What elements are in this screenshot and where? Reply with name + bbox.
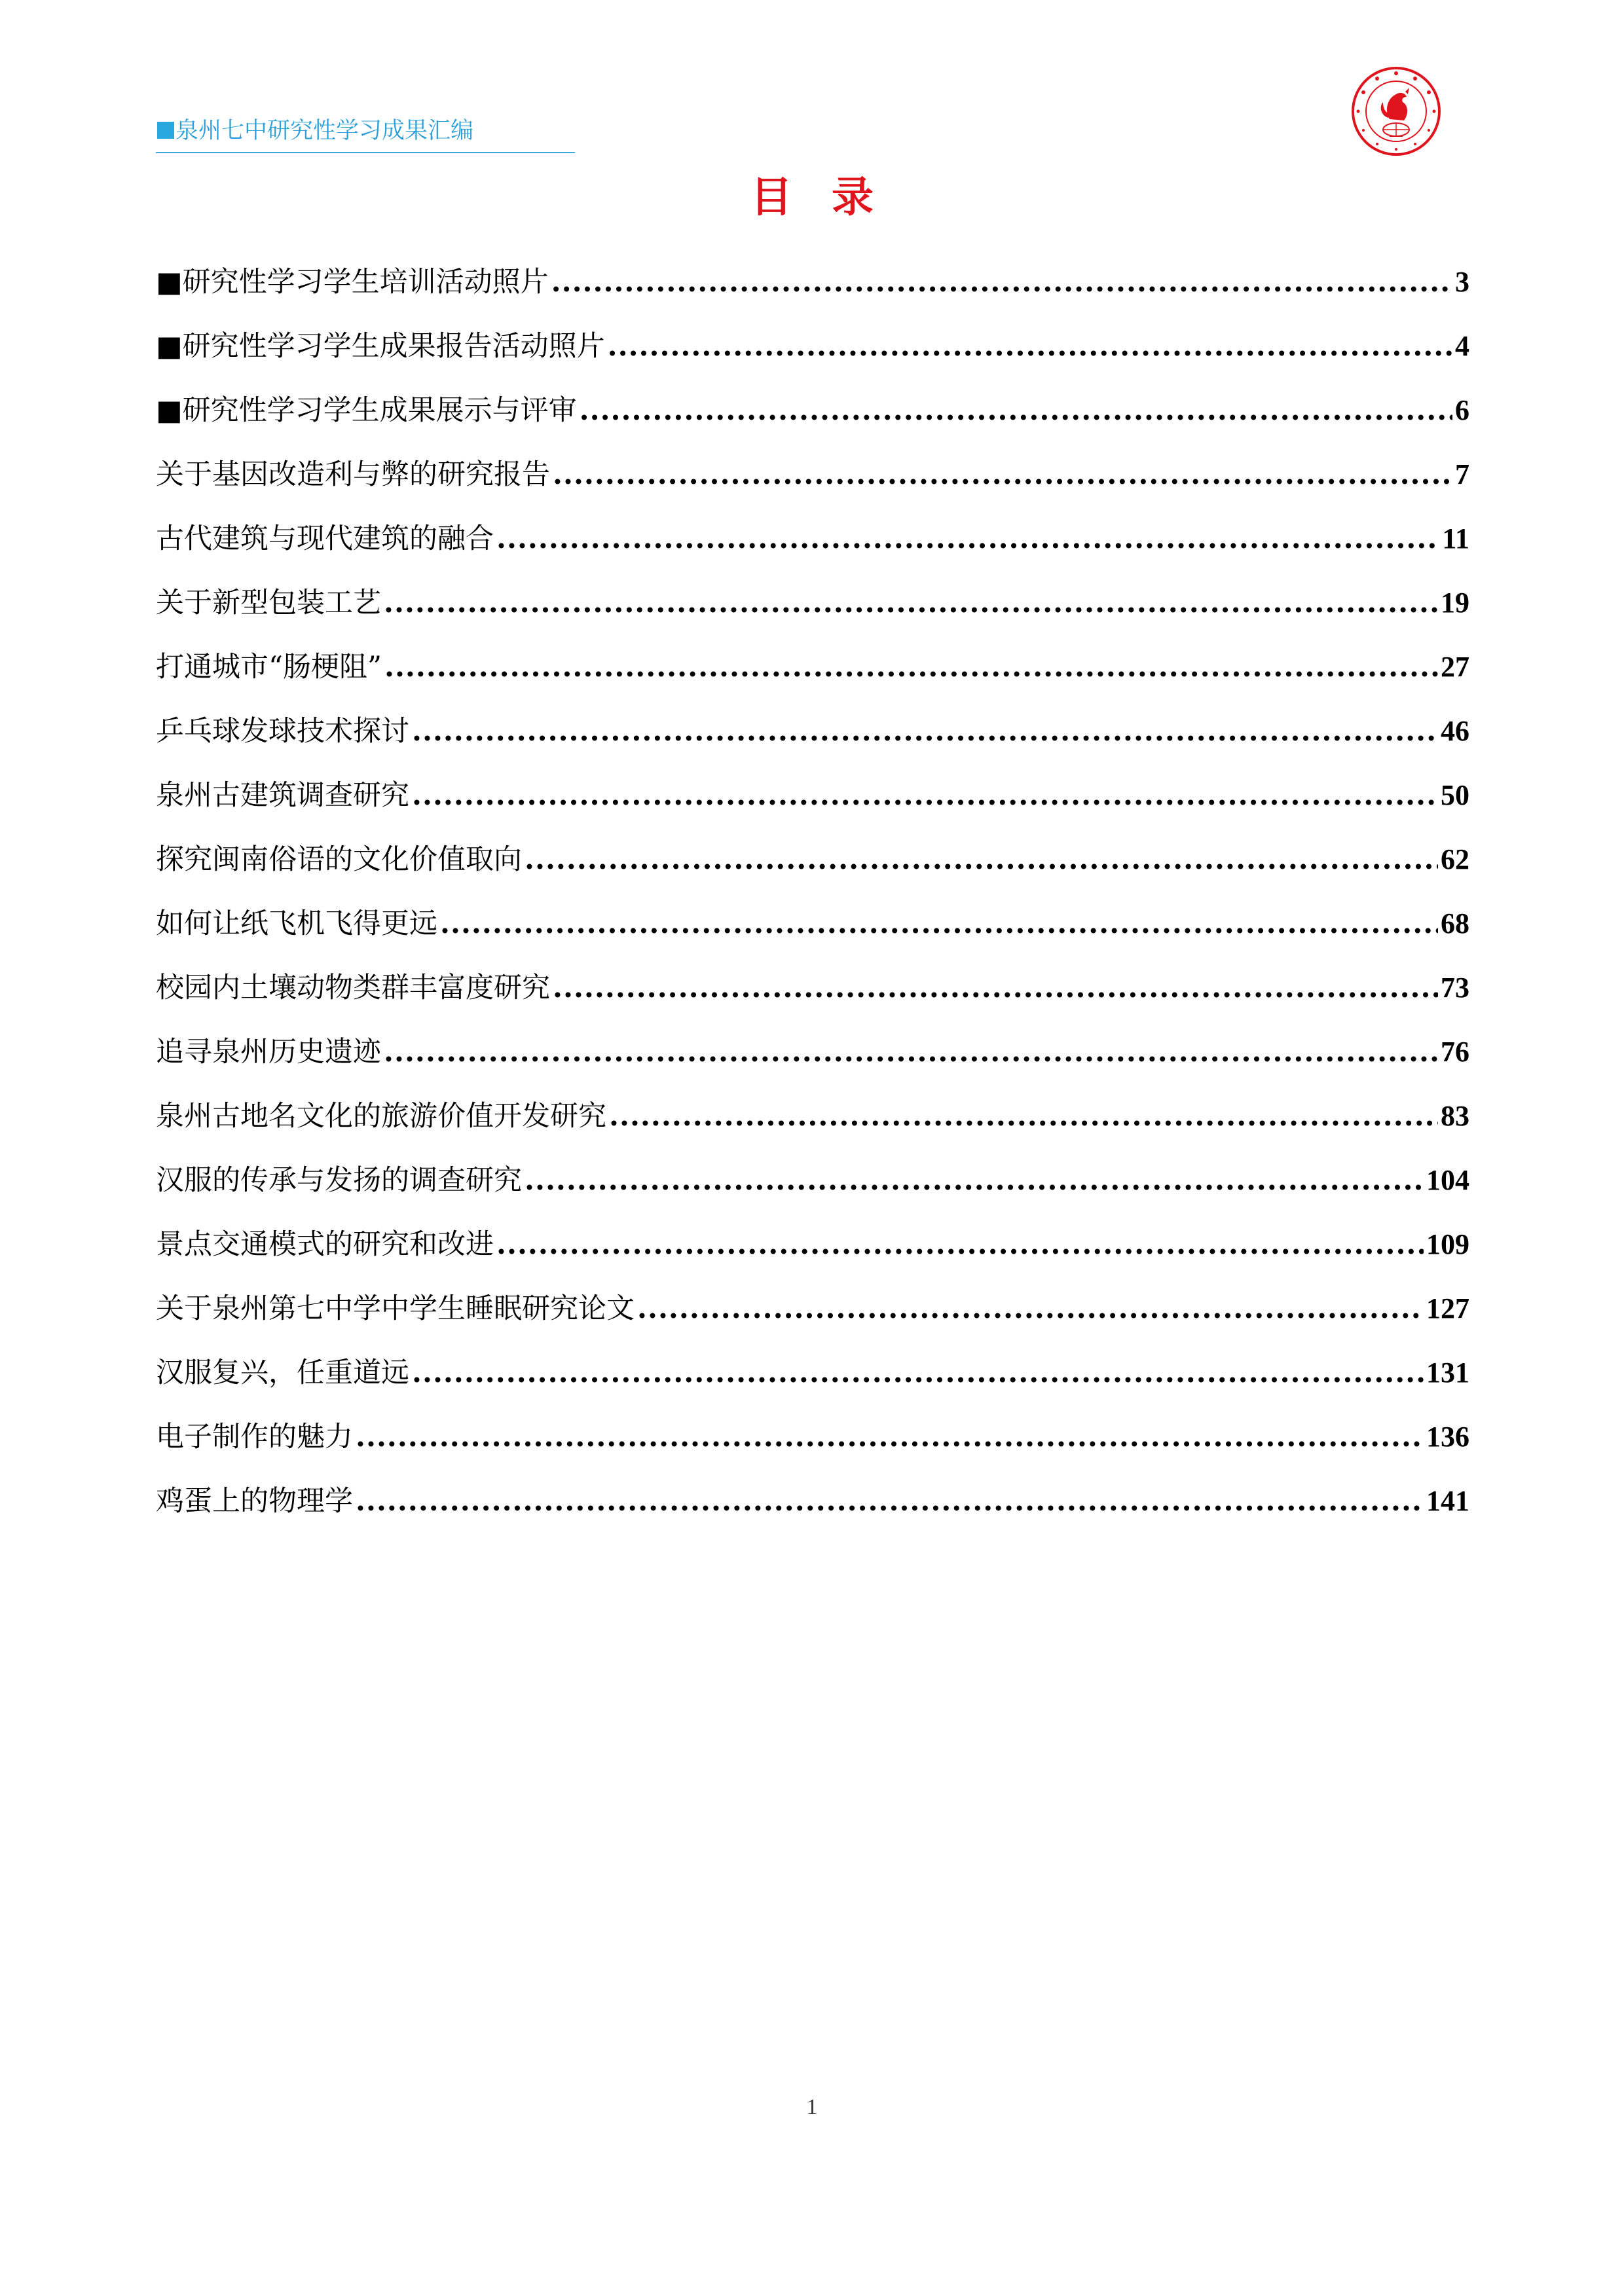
toc-entry[interactable] xyxy=(156,378,1469,443)
toc-entry[interactable] xyxy=(156,763,1469,828)
toc-entry-title: 古代建筑与现代建筑的融合 xyxy=(156,522,494,555)
toc-entry[interactable] xyxy=(156,699,1469,763)
toc-entry-title: ■研究性学习学生成果报告活动照片 xyxy=(156,330,605,363)
toc-dot-leader xyxy=(356,1405,1424,1469)
toc-entry-title: 打通城市“肠梗阻” xyxy=(156,651,382,683)
toc-entry-title: 泉州古地名文化的旅游价值开发研究 xyxy=(156,1100,606,1133)
header-square-marker xyxy=(157,122,174,139)
header-title: 泉州七中研究性学习成果汇编 xyxy=(175,118,474,144)
toc-entry[interactable] xyxy=(156,635,1469,699)
toc-entry-page: 141 xyxy=(1426,1485,1469,1517)
toc-entry[interactable] xyxy=(156,1020,1469,1084)
toc-entry[interactable] xyxy=(156,443,1469,507)
toc-entry-page: 27 xyxy=(1441,651,1469,683)
toc-entry-page: 46 xyxy=(1441,715,1469,747)
toc-entry-title: 如何让纸飞机飞得更远 xyxy=(156,907,437,940)
school-seal-icon xyxy=(1350,65,1442,157)
toc-dot-leader xyxy=(384,1020,1438,1084)
page-number: 1 xyxy=(806,2095,818,2119)
toc-entry-title: 汉服的传承与发扬的调查研究 xyxy=(156,1164,522,1197)
toc-entry-page: 131 xyxy=(1426,1357,1469,1389)
toc-entry[interactable] xyxy=(156,1341,1469,1405)
toc-entry-title: 关于新型包装工艺 xyxy=(156,587,381,619)
toc-entry-page: 83 xyxy=(1441,1100,1469,1132)
toc-heading: 目录 xyxy=(750,173,913,222)
toc-entry[interactable] xyxy=(156,1212,1469,1277)
toc-dot-leader xyxy=(412,763,1438,828)
toc-entry-title: ■研究性学习学生成果展示与评审 xyxy=(156,394,577,427)
toc-entry-title: 追寻泉州历史遗迹 xyxy=(156,1036,381,1068)
toc-entry[interactable] xyxy=(156,1277,1469,1341)
toc-entry-page: 3 xyxy=(1455,266,1469,298)
toc-entry[interactable] xyxy=(156,1148,1469,1212)
toc-entry[interactable] xyxy=(156,314,1469,378)
toc-entry-title: 乒乓球发球技术探讨 xyxy=(156,715,409,748)
toc-entry[interactable] xyxy=(156,956,1469,1020)
toc-dot-leader xyxy=(384,571,1438,635)
toc-entry[interactable] xyxy=(156,250,1469,314)
toc-dot-leader xyxy=(609,1084,1438,1148)
toc-dot-leader xyxy=(496,507,1439,571)
toc-entry-title: 泉州古建筑调查研究 xyxy=(156,779,409,812)
toc-entry[interactable] xyxy=(156,892,1469,956)
toc-dot-leader xyxy=(496,1212,1424,1277)
toc-entry-page: 104 xyxy=(1426,1164,1469,1196)
toc-dot-leader xyxy=(356,1469,1424,1533)
toc-entry-title: 校园内土壤动物类群丰富度研究 xyxy=(156,972,550,1004)
running-header xyxy=(156,113,575,153)
toc-dot-leader xyxy=(525,828,1438,892)
toc-dot-leader xyxy=(440,892,1438,956)
toc-dot-leader xyxy=(412,699,1438,763)
toc-entry[interactable] xyxy=(156,1469,1469,1533)
toc-entry[interactable] xyxy=(156,571,1469,635)
toc-dot-leader xyxy=(551,250,1452,314)
toc-entry[interactable] xyxy=(156,828,1469,892)
toc-entry-page: 6 xyxy=(1455,394,1469,426)
toc-entry-page: 127 xyxy=(1426,1292,1469,1324)
toc-entry-title: 鸡蛋上的物理学 xyxy=(156,1485,353,1518)
toc-entry-page: 50 xyxy=(1441,779,1469,811)
toc-entry[interactable] xyxy=(156,1405,1469,1469)
toc-entry-page: 7 xyxy=(1455,458,1469,490)
toc-entry-page: 19 xyxy=(1441,587,1469,619)
toc-dot-leader xyxy=(384,635,1438,699)
toc-entry-title: ■研究性学习学生培训活动照片 xyxy=(156,266,549,299)
toc-entry-page: 62 xyxy=(1441,843,1469,875)
toc-entry[interactable] xyxy=(156,1084,1469,1148)
toc-entry-title: 关于泉州第七中学中学生睡眠研究论文 xyxy=(156,1292,635,1325)
toc-dot-leader xyxy=(553,956,1438,1020)
toc-entry-title: 探究闽南俗语的文化价值取向 xyxy=(156,843,522,876)
table-of-contents xyxy=(156,250,1469,1533)
toc-dot-leader xyxy=(580,378,1452,443)
toc-entry-page: 109 xyxy=(1426,1228,1469,1260)
toc-entry[interactable] xyxy=(156,507,1469,571)
toc-entry-page: 73 xyxy=(1441,972,1469,1004)
toc-entry-page: 68 xyxy=(1441,907,1469,939)
toc-dot-leader xyxy=(608,314,1452,378)
toc-dot-leader xyxy=(525,1148,1424,1212)
toc-entry-page: 76 xyxy=(1441,1036,1469,1068)
toc-dot-leader xyxy=(412,1341,1424,1405)
toc-dot-leader xyxy=(637,1277,1424,1341)
toc-entry-page: 11 xyxy=(1442,522,1469,555)
toc-entry-title: 汉服复兴，任重道远 xyxy=(156,1357,409,1389)
toc-entry-page: 4 xyxy=(1455,330,1469,362)
toc-entry-title: 景点交通模式的研究和改进 xyxy=(156,1228,494,1261)
toc-entry-page: 136 xyxy=(1426,1421,1469,1453)
toc-entry-title: 电子制作的魅力 xyxy=(156,1421,353,1453)
toc-dot-leader xyxy=(553,443,1452,507)
toc-entry-title: 关于基因改造利与弊的研究报告 xyxy=(156,458,550,491)
